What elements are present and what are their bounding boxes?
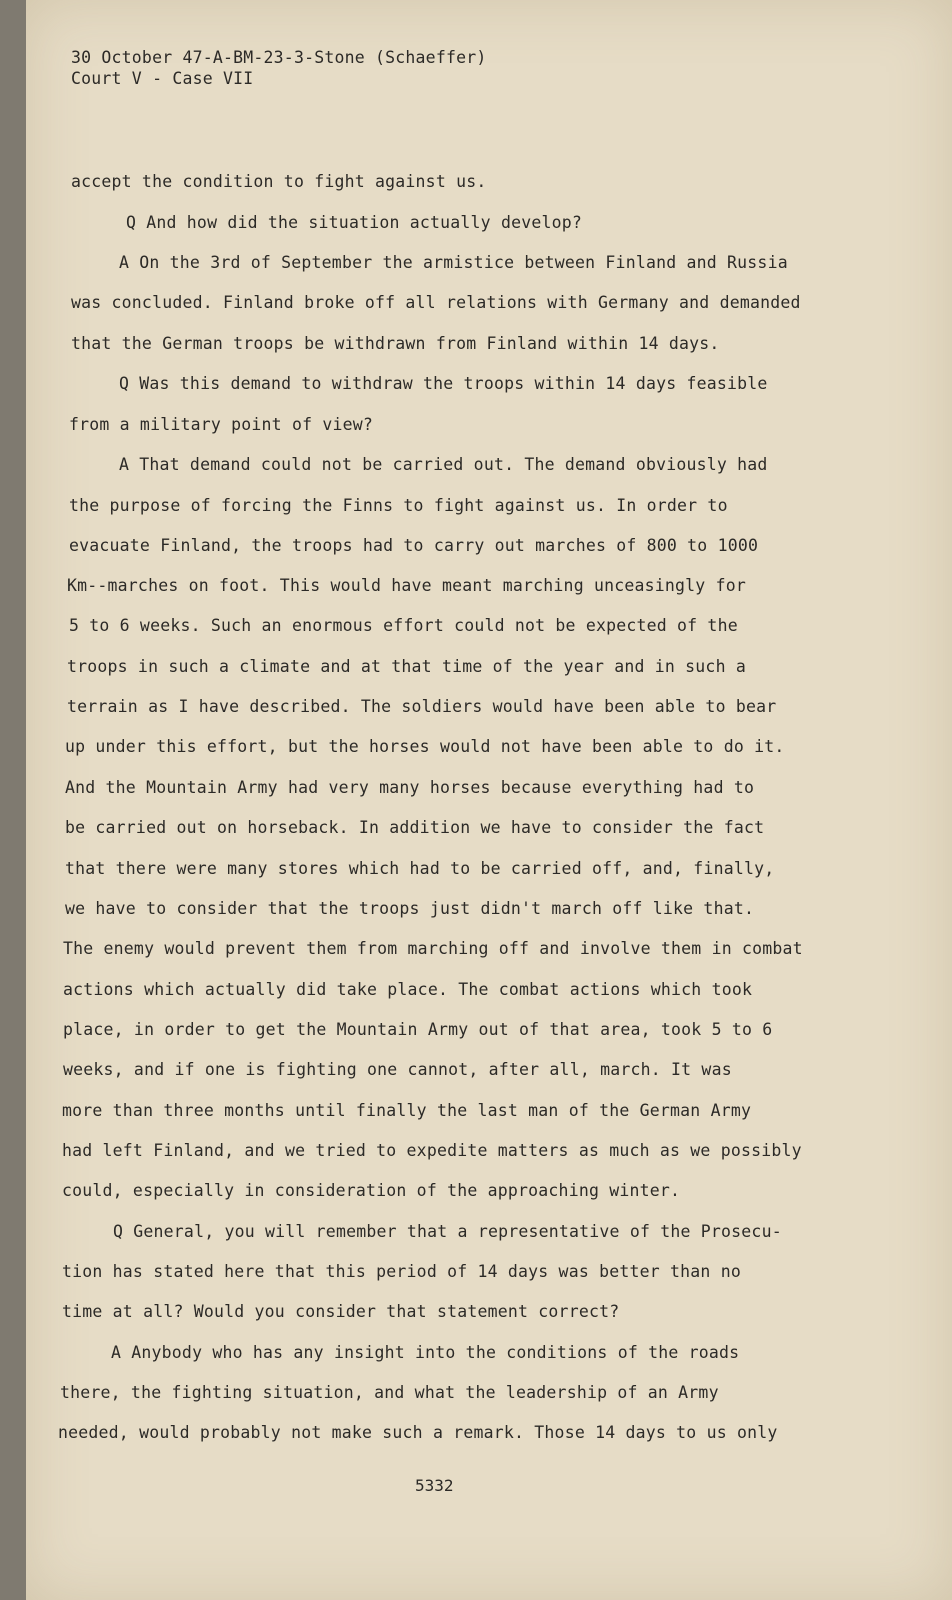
- body-line: more than three months until finally the last man of the German Army: [62, 1101, 752, 1120]
- body-line: needed, would probably not make such a remark. Those 14 days to us only: [58, 1423, 778, 1442]
- body-line: Q General, you will remember that a representative of the Prosecu-: [113, 1222, 782, 1241]
- body-line: that the German troops be withdrawn from Finland within 14 days.: [71, 334, 720, 353]
- body-line: Km--marches on foot. This would have meant marching unceasingly for: [67, 576, 746, 595]
- body-line: troops in such a climate and at that time of the year and in such a: [67, 657, 746, 676]
- body-line: A That demand could not be carried out. The demand obviously had: [119, 455, 768, 474]
- body-line: terrain as I have described. The soldiers would have been able to bear: [67, 697, 777, 716]
- body-line: A On the 3rd of September the armistice between Finland and Russia: [119, 253, 788, 272]
- body-line: And the Mountain Army had very many horses because everything had to: [65, 778, 755, 797]
- body-line: actions which actually did take place. The combat actions which took: [63, 980, 753, 999]
- body-line: the purpose of forcing the Finns to fight against us. In order to: [69, 496, 728, 515]
- body-line: The enemy would prevent them from marching off and involve them in combat: [63, 939, 803, 958]
- body-line: place, in order to get the Mountain Army out of that area, took 5 to 6: [63, 1020, 773, 1039]
- body-line: be carried out on horseback. In addition we have to consider the fact: [65, 818, 765, 837]
- body-line: accept the condition to fight against us.: [71, 172, 487, 191]
- body-line: A Anybody who has any insight into the conditions of the roads: [111, 1343, 740, 1362]
- body-line: tion has stated here that this period of 14 days was better than no: [62, 1262, 741, 1281]
- body-line: evacuate Finland, the troops had to carry out marches of 800 to 1000: [69, 536, 759, 555]
- body-line: there, the fighting situation, and what the leadership of an Army: [60, 1383, 719, 1402]
- body-line: that there were many stores which had to be carried off, and, finally,: [65, 859, 775, 878]
- page-edge: [0, 0, 26, 1600]
- body-line: could, especially in consideration of the approaching winter.: [62, 1181, 681, 1200]
- body-line: time at all? Would you consider that statement correct?: [62, 1302, 620, 1321]
- body-line: we have to consider that the troops just didn't march off like that.: [65, 899, 755, 918]
- page-number: 5332: [415, 1476, 454, 1495]
- header-line-1: 30 October 47-A-BM-23-3-Stone (Schaeffer): [71, 48, 487, 67]
- body-line: 5 to 6 weeks. Such an enormous effort could not be expected of the: [69, 616, 738, 635]
- body-line: from a military point of view?: [69, 415, 374, 434]
- body-line: Q And how did the situation actually develop?: [126, 213, 583, 232]
- body-line: Q Was this demand to withdraw the troops within 14 days feasible: [119, 374, 768, 393]
- body-line: weeks, and if one is fighting one cannot, after all, march. It was: [63, 1060, 732, 1079]
- body-line: was concluded. Finland broke off all relations with Germany and demanded: [71, 293, 801, 312]
- header-line-2: Court V - Case VII: [71, 69, 254, 88]
- body-line: had left Finland, and we tried to expedite matters as much as we possibly: [62, 1141, 802, 1160]
- body-line: up under this effort, but the horses would not have been able to do it.: [65, 737, 785, 756]
